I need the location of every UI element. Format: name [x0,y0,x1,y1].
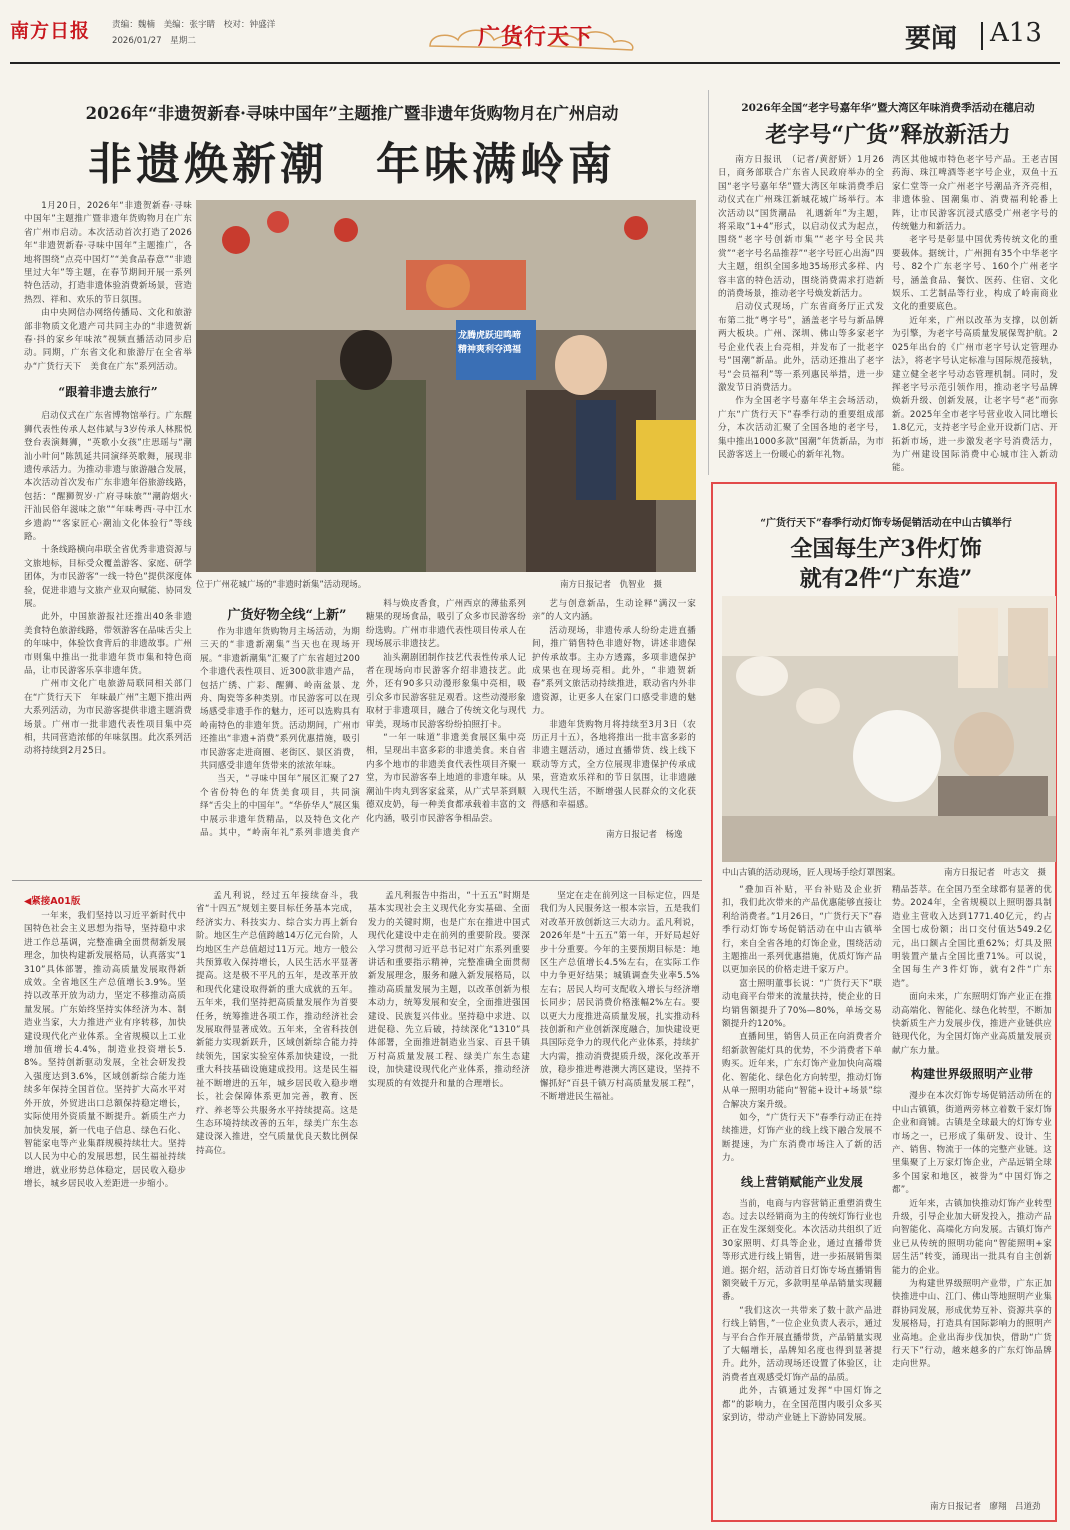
main-kicker: 2026年“非遗贺新春·寻味中国年”主题推广暨非遗年货购物月在广州启动 [85,104,619,123]
continued-col3: 孟凡利报告中指出，“十五五”时期是基本实现社会主义现代化夯实基础、全面发力的关键时期，也是广东在推进中国式现代化建设中走在前列的重要阶段。要深入学习贯彻习近平总书记对广东系列重要讲话和重要指示精神，完整准确全面贯彻新发展理念，服务和融入新发展格局，以推动高质量发展为主题，以改革创新为根本动力，统筹发展和安全，全面推进强国建设、民族复兴伟业。坚持稳中求进、以进促稳、先立后破，持续深化“1310”具体部署，全面推进制造业当家、百县千镇万村高质量发展工程、绿美广东生态建设，加快建设现代化产业体系，推动经济实现质的有效提升和量的合理增长。 [368,891,530,1089]
continued-column-4 [540,890,700,1510]
lighting-column-2 [892,884,1052,1492]
laozihao-col2-b: 老字号是彰显中国优秀传统文化的重要载体。据统计，广州拥有35个中华老字号、82个广东老字号、160个广州老字号，涵盖食品、餐饮、医药、住宿、文化娱乐、工艺制品等行业，构成了岭南商业文化的重要底色。 [892,235,1058,313]
lighting-photo-credit: 南方日报记者 叶志文 摄 [944,868,1047,878]
lighting-col2-b: 面向未来，广东照明灯饰产业正在推动高端化、智能化、绿色化转型，不断加快新质生产力发展步伐，推进产业链供应链现代化，为全国灯饰产业高质量发展贡献广东力量。 [892,992,1052,1056]
lighting-photo [722,596,1056,862]
newspaper-logo: 南方日报 [10,20,91,42]
subhead-online-marketing: 线上营销赋能产业发展 [740,1174,863,1189]
masthead-rule [10,62,1060,64]
lighting-author: 南方日报记者 廖翔 吕道劲 [930,1502,1041,1512]
main-col3-b: 汕头潮剧团制作技艺代表性传承人记者在现场向市民游客介绍非遗技艺。此外，还有90多只动漫形象集中亮相，吸引众多市民游客驻足观看。这些动漫形象取材于非遗项目，融合了传统文化与现代审美，现场市民游客纷纷拍照打卡。 [366,652,526,730]
laozihao-kicker: 2026年全国“老字号嘉年华”暨大湾区年味消费季活动在穗启动 [741,102,1035,114]
continued-col4: 坚定在走在前列这一目标定位，四是我们为人民服务这一根本宗旨，五是我们对改革开放创新这三大动力。孟凡利说，2026年是“十五五”第一年，开好局起好步十分重要。今年的主要预期目标是：地区生产总值增长4.5%左右，在实际工作中力争更好结果；城镇调查失业率5.5%左右；居民人均可支配收入增长与经济增长同步；居民消费价格涨幅2%左右。要以更大力度推进高质量发展，扎实推动科技创新和产业创新深度融合，加快建设更具国际竞争力的现代化产业体系，持续扩大内需，推动消费提质升级，深化改革开放，稳步推进粤港澳大湾区建设，坚持不懈抓好“百县千镇万村高质量发展工程”，不断增进民生福祉。 [540,891,700,1103]
laozihao-column-1 [718,154,884,476]
lighting-col2-e: 为构建世界级照明产业带，广东正加快推进中山、江门、佛山等地照明产业集群协同发展，形成优势互补、资源共享的发展格局，打造具有国际影响力的照明产业高地。企业出海步伐加快，借助“广货行天下”行动，越来越多的广东灯饰品牌走向世界。 [892,1278,1052,1370]
continued-column-2 [196,890,358,1510]
main-lead-2: 由中央网信办网络传播局、文化和旅游部非物质文化遗产司共同主办的“非遗贺新春·抖的家乡年味浓”视频直播活动同步启动。同期，广东省文化和旅游厅在全省举办“广货行天下 美食在广东”系列活动。 [24,308,192,372]
main-col3-a: 料与焕皮香食，广州西京的薄盐系列糖果的现场食品，吸引了众多市民游客纷纷选购。广州市非遗代表性项目传承人在现场展示非遗技艺。 [366,599,526,650]
lighting-kicker: “广货行天下”春季行动灯饰专场促销活动在中山古镇举行 [760,518,1012,529]
laozihao-col2-c: 近年来，广州以改革为支撑，以创新为引擎，为老字号高质量发展保驾护航。2025年出台的《广州市老字号认定管理办法》，将老字号认定标准与国际规范接轨，建立健全老字号动态管理机制。同时，发挥老字号示范引领作用，推动老字号品牌焕新升级、创新发展，让老字号“老”而弥新。2025年全市老字号营业收入同比增长1.8亿元，支持老字号企业开设新门店、开拓新市场，进一步激发老字号消费活力，为广州建设国际消费中心城市注入新动能。 [892,315,1058,474]
main-column-3 [366,598,526,840]
main-col2-b: 当天，“寻味中国年”展区汇聚了27个省份特色的年货美食项目，共同演绎“舌尖上的中国年”。“华侨华人”展区集中展示非遗年货精品，以及特色文化产品。其中，“岭南年礼”系列非遗美食产 [200,774,360,839]
laozihao-headline: 老字号“广货”释放新活力 [765,122,1011,148]
lighting-column-1 [722,884,882,1504]
main-col1-c: 十条线路横向串联全省优秀非遗资源与文旅地标，目标受众覆盖游客、家庭、研学团体，为市民游客“一线一特色”提供深度体验，促进非遗与文旅产业双向赋能、协同发展。 [24,545,192,609]
editor-line: 责编：魏楠 美编：张宇睛 校对：钟盛洋 [112,20,276,30]
main-col4-b: 活动现场，非遗传承人纷纷走进直播间，推广销售特色非遗好物，讲述非遗保护传承故事。主办方透露，多项非遗保护成果也在现场亮相。此外，“非遗贺新春”系列文旅活动持续推进，联动省内外非遗资源，让更多人在家门口感受非遗的魅力。 [532,625,696,717]
main-col1-e: 广州市文化广电旅游局联同相关部门在“广货行天下 年味最广州”主题下推出两大系列活动，为市民游客提供非遗主题消费场景。广州市一批非遗代表性项目集中亮相，共同营造浓郁的年味氛围。此次系列活动将持续到2月25日。 [24,679,192,757]
page-number: A13 [990,18,1042,48]
lighting-col1-a: “叠加百补贴，平台补贴及企业折扣，我们此次带来的产品优惠能够直接让利给消费者。”1月26日，“广货行天下”春季行动灯饰专场促销活动在中山古镇举行，来自全省各地的灯饰企业，围绕活动主题推出一系列优惠措施，优质灯饰产品以更加亲民的价格走进千家万户。 [722,885,882,976]
lighting-col1-e: 当前，电商与内容营销正重塑消费生态。过去以经销商为主的传统灯饰行业也正在发生深刻变化。本次活动共组织了近30家照明、灯具等企业，通过直播带货等形式进行线上销售，进一步拓展销售渠道。据介绍，活动首日灯饰专场直播销售额突破千万元，多款明星单品销量实现翻番。 [722,1198,882,1303]
laozihao-col2-a: 湾区其他城市特色老字号产品。王老吉国药海、珠江啤酒等老字号企业，双鱼十五家仁堂等一众广州老字号潮品齐齐亮相，非遗体验、国潮集市、消费福利轮番上阵，让市民游客沉浸式感受广州老字号的传统魅力和新活力。 [892,155,1058,233]
continued-column-3 [368,890,530,1510]
section-name: 要闻 [905,24,958,54]
lighting-headline-1: 全国每生产3件灯饰 [790,536,982,562]
lighting-col1-c: 直播间里，销售人员正在向消费者介绍新款智能灯具的优势，不少消费者下单购买。近年来，广东灯饰产业加快向高端化、智能化、绿色化方向转型，推动灯饰从单一照明功能向“智能+设计+场景”综合解决方案升级。 [722,1032,882,1110]
heritage-market-scene-icon [196,200,696,572]
lighting-col1-g: 此外，古镇通过发挥“中国灯饰之都”的影响力，在全国范围内吸引众多买家到访，带动产业链上下游协同发展。 [722,1386,882,1424]
main-col1-d: 此外，中国旅游报社还推出40条非遗美食特色旅游线路，带领游客在品味舌尖上的年味中，体验饮食背后的非遗故事。广州市则集中推出一批非遗年货市集和特色商品，让市民游客乐享非遗年货。 [24,612,192,676]
banner-title: 广货行天下 [478,24,594,50]
lighting-col2-d: 近年来，古镇加快推动灯饰产业转型升级，引导企业加大研发投入，推动产品向智能化、高端化方向发展。古镇灯饰产业已从传统的照明功能向“智能照明+家居生活”转变，涌现出一批具有自主创新能力的企业。 [892,1198,1052,1276]
continued-label: ◀紧接A01版 [24,896,81,907]
laozihao-column-2 [892,154,1058,476]
main-column-2 [200,626,360,840]
continued-col1: 一年来，我们坚持以习近平新时代中国特色社会主义思想为指导，坚持稳中求进工作总基调，完整准确全面贯彻新发展理念，加快构建新发展格局，认真落实“1310”具体部署，推动高质量发展取得新成效。全省地区生产总值增长3.9%。坚持以改革开放为动力，坚定不移推动高质量发展。广东始终坚持实体经济为本、制造业当家，大力推进产业有序转移，加快建设现代化产业体系。全省规模以上工业增加值增长4.4%，制造业投资增长5.8%。坚持创新驱动发展，全社会研发投入强度达到3.6%，区域创新综合能力连续多年保持全国首位。坚持扩大高水平对外开放，外贸进出口总额保持稳定增长，实际使用外资质量不断提升。新质生产力加快发展，新一代电子信息、绿色石化、智能家电等产业集群规模持续壮大。坚持以人民为中心的发展思想，民生福祉持续增进，就业形势总体稳定，居民收入稳步增长，城乡居民收入差距进一步缩小。 [24,911,186,1190]
continued-col2: 孟凡利说，经过五年接续奋斗，我省“十四五”规划主要目标任务基本完成，经济实力、科技实力、综合实力再上新台阶。地区生产总值跨越14万亿元台阶，人均地区生产总值超过11万元。地方一般公共预算收入保持增长，人民生活水平显著提高。这是极不平凡的五年，是改革开放和现代化建设取得新的重大成就的五年。五年来，我们坚持把高质量发展作为首要任务，统筹推进各项工作，推动经济社会发展取得显著成效。五年来，全省科技创新能力实现新跃升，区域创新综合能力持续领先，国家实验室体系加快建设，一批重大科技基础设施建成投用。这是民生福祉不断增进的五年，城乡居民收入稳步增长，社会保障体系更加完善，教育、医疗、养老等公共服务水平持续提高。这是生态环境持续改善的五年，绿美广东生态建设深入推进，空气质量优良天数比例保持高位。 [196,891,358,1156]
main-col4-a: 艺与创意新品，生动诠释“满汉一家亲”的人文内涵。 [532,599,696,623]
main-col2-a: 作为非遗年货购物月主场活动，为期三天的“非遗新潮集”当天也在现场开展。“非遗新潮集”汇聚了广东省超过200个非遗代表性项目、近300款非遗产品，包括广绣、广彩、醒狮、岭南盆景、龙舟、陶瓷等多种类别。市民游客可以在现场感受非遗手作的魅力，还可以选购具有岭南特色的非遗年货。活动期间，广州市还推出“非遗+消费”系列优惠措施，吸引市民游客走进商圈、老街区、景区消费，共同感受非遗年货带来的浓浓年味。 [200,627,360,772]
laozihao-col1-c: 作为全国老字号嘉年华主会场活动，广东“广货行天下”春季行动的重要组成部分，本次活动汇聚了全国各地的老字号，集中推出1000多款“国潮”年货新品，为市民游客送上一份暖心的新年礼物。 [718,396,884,460]
section-rule-bottom [12,880,702,881]
issue-date: 2026/01/27 星期二 [112,36,196,46]
main-photo-credit: 南方日报记者 仇智业 摄 [560,580,663,590]
main-col1-b: 启动仪式在广东省博物馆举行。广东醒狮代表性传承人赵伟斌与3岁传承人林熙悦登台表演舞狮，“英歌小女孩”庄思瑶与“潮汕小叶问”陈凯延共同演绎英歌舞，展现非遗传承活力。为推动非遗与旅游融合发展，本次活动首次发布广东非遗年俗旅游线路，包括：“醒狮贺岁·广府寻味旅”“潮韵烟火·汗汕民俗年滋味之旅”“年味粤西·寻中江水乡遗韵”“客家匠心·潮汕文化体验行”等线路。 [24,411,192,542]
lighting-photo-caption: 中山古镇的活动现场，匠人现场手绘灯罩图案。 [722,868,901,878]
main-author: 南方日报记者 杨逸 [606,830,683,840]
lighting-col2-a: 精品荟萃。在全国乃至全球都有显著的优势。2024年，全省规模以上照明器具制造业主营收入达到1771.40亿元，约占全国七成份额；出口交付值达549.2亿元，出口额占全国比重62%；灯具及照明装置产量占全国比重71%。可以说，全国每生产3件灯饰，就有2件“广东造”。 [892,885,1052,989]
main-photo [196,200,696,572]
main-col3-c: “一年一味道”非遗美食展区集中亮相，呈现出丰富多彩的非遗美食。来自省内多个地市的非遗美食代表性项目齐聚一堂，为市民游客奉上地道的非遗年味。从潮汕牛肉丸到客家盆菜，从广式早茶到顺德双皮奶，每一种美食都承载着丰富的文化内涵，吸引市民游客争相品尝。 [366,733,526,824]
subhead-new-goods: 广货好物全线“上新” [227,608,347,623]
lamp-painting-scene-icon [722,596,1056,862]
main-col4-c: 非遗年货购物月将持续至3月3日（农历正月十五），各地将推出一批丰富多彩的非遗主题活动，通过直播带货、线上线下联动等方式，全方位展现非遗保护传承成果，营造欢乐祥和的节日氛围，让非遗融入现代生活，不断增强人民群众的文化获得感和幸福感。 [532,719,696,811]
lighting-headline-2: 就有2件“广东造” [799,566,973,592]
lighting-col2-c: 漫步在本次灯饰专场促销活动所在的中山古镇镇，街道两旁林立着数千家灯饰企业和商铺。古镇是全球最大的灯饰专业市场之一，已形成了集研发、设计、生产、销售、物流于一体的完整产业链。这里集聚了上万家灯饰企业，产品远销全球多个国家和地区，被誉为“中国灯饰之都”。 [892,1091,1052,1196]
lighting-col1-b: 富士照明董事长说：“广货行天下”联动电商平台带来的流量扶持，使企业的日均销售额提升了70%—80%，单场交易额提升约120%。 [722,978,882,1030]
photo-sign-2: 精神爽利夺鸿福 [458,345,522,355]
column-divider-right [708,90,709,475]
main-headline: 非遗焕新潮 年味满岭南 [88,139,616,190]
masthead [0,0,1070,70]
main-column-1 [24,200,192,840]
section-divider [981,22,983,50]
photo-sign-1: 龙腾虎跃迎鸣啼 [458,331,522,341]
lighting-col1-f: “我们这次一共带来了数十款产品进行线上销售，”一位企业负责人表示，通过与平台合作开展直播带货，产品销量实现了大幅增长，品牌知名度也得到显著提升。此外，活动现场还设置了体验区，让消费者直观感受灯饰产品的品质。 [722,1305,882,1383]
continued-column-1 [24,910,186,1510]
laozihao-col1-a: 南方日报讯 （记者/黄舒妍）1月26日，商务部联合广东省人民政府举办的全国“老字号嘉年华”暨大湾区年味消费季启动仪式在广州珠江新城花城广场举行。本次活动以“国货潮品 礼遇新年”为主题，将采取“1+4”形式，以启动仪式为起点，围绕“老字号创新市集”“老字号全民共赏”“老字号名品推荐”“老字号匠心出海”四大主题，组织全国多地35场形式多样、内容丰富的特色活动，围绕消费需求打造新的消费场景，推动老字号焕发新活力。 [718,155,884,300]
laozihao-col1-b: 启动仪式现场，广东省商务厅正式发布第二批“粤字号”，涵盖老字号与新品牌两大板块。广州、深圳、佛山等多家老字号企业代表上台亮相，并发布了一批老字号“国潮”新品。此外，活动还推出了老字号“会员福利”等一系列惠民举措，进一步激发节日消费活力。 [718,302,884,393]
main-lead: 1月20日，2026年“非遗贺新春·寻味中国年”主题推广暨非遗年货购物月在广东省广州市启动。本次活动首次打造了2026年“非遗贺新春·寻味中国年”主题推广，各地将围绕“点亮中国灯”“美食品春意”“非遗里过大年”等主题，在春节期间开展一系列特色活动，打造非遗体验消费新场景，营造热烈、祥和、欢乐的节日氛围。 [24,201,192,305]
subhead-follow-heritage: “跟着非遗去旅行” [58,385,158,400]
subhead-lighting-belt: 构建世界级照明产业带 [910,1067,1033,1082]
main-column-4 [532,598,696,824]
lighting-col1-d: 如今，“广货行天下”春季行动正在持续推进，灯饰产业的线上线下融合发展不断提速，为广东消费市场注入了新的活力。 [722,1112,882,1164]
main-photo-caption: 位于广州花城广场的“非遗时新集”活动现场。 [196,580,367,590]
